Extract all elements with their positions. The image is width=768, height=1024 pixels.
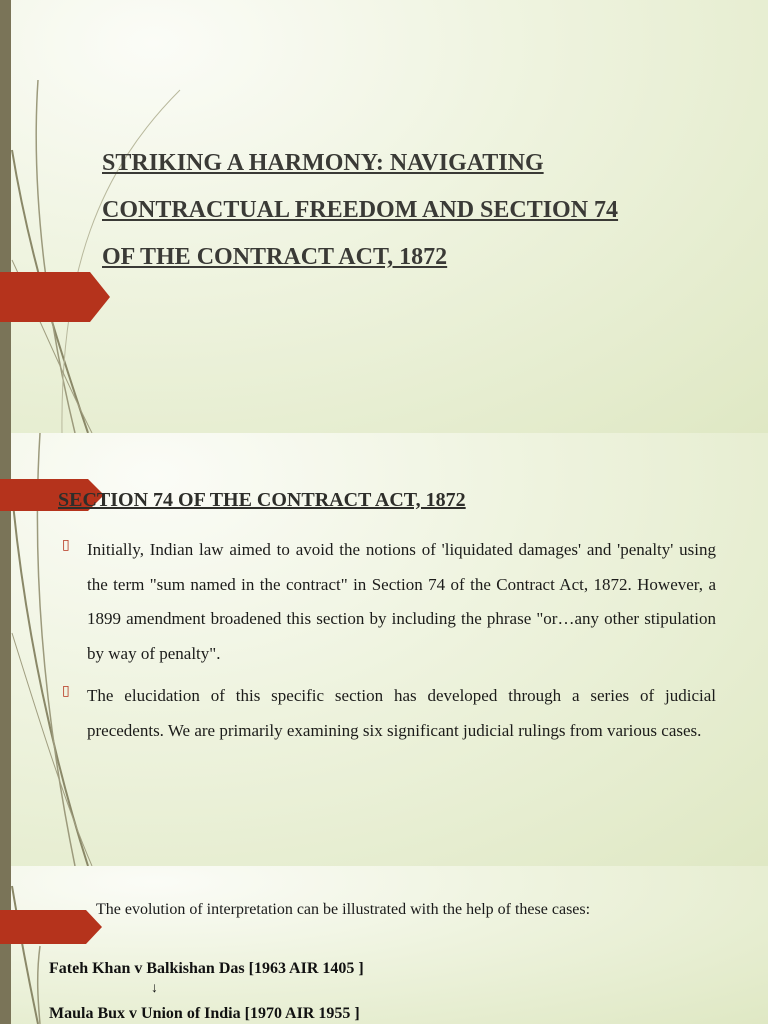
bullet-text: Initially, Indian law aimed to avoid the notions of 'liquidated damages' and 'penalty' using the term "sum named in the contract" in Section 74 of the Contract Act, 1872. However, a 1899 amendment broadened this section by including the phrase "or…any other stipulation by way of penalty". — [87, 540, 716, 663]
title-line-3: OF THE CONTRACT ACT, 1872 — [102, 244, 448, 270]
slide-title — [102, 140, 702, 281]
bullet-marker-icon: ▯ — [62, 538, 70, 553]
section-heading: SECTION 74 OF THE CONTRACT ACT, 1872 — [58, 489, 466, 511]
bullet-marker-icon: ▯ — [62, 684, 70, 699]
bullet-item — [62, 679, 716, 748]
intro-text: The evolution of interpretation can be illustrated with the help of these cases: — [96, 901, 591, 918]
decorative-curves — [0, 866, 200, 1024]
case-item-2: Maula Bux v Union of India [1970 AIR 1955 ] — [49, 1005, 360, 1022]
title-line-1: STRIKING A HARMONY: NAVIGATING — [102, 150, 544, 176]
title-slide — [0, 0, 768, 433]
case-item-1: Fateh Khan v Balkishan Das [1963 AIR 1405 ] — [49, 960, 364, 977]
cases-slide — [0, 866, 768, 1024]
bullet-list — [62, 533, 716, 756]
title-line-2: CONTRACTUAL FREEDOM AND SECTION 74 — [102, 197, 619, 223]
bullet-item — [62, 533, 716, 671]
section-slide — [0, 433, 768, 866]
down-arrow-icon: ↓ — [151, 981, 158, 996]
bullet-text: The elucidation of this specific section has developed through a series of judicial precedents. We are primarily examining six significant judicial rulings from various cases. — [87, 686, 716, 740]
red-tab-shape — [0, 910, 102, 944]
red-tab-shape — [0, 272, 110, 322]
